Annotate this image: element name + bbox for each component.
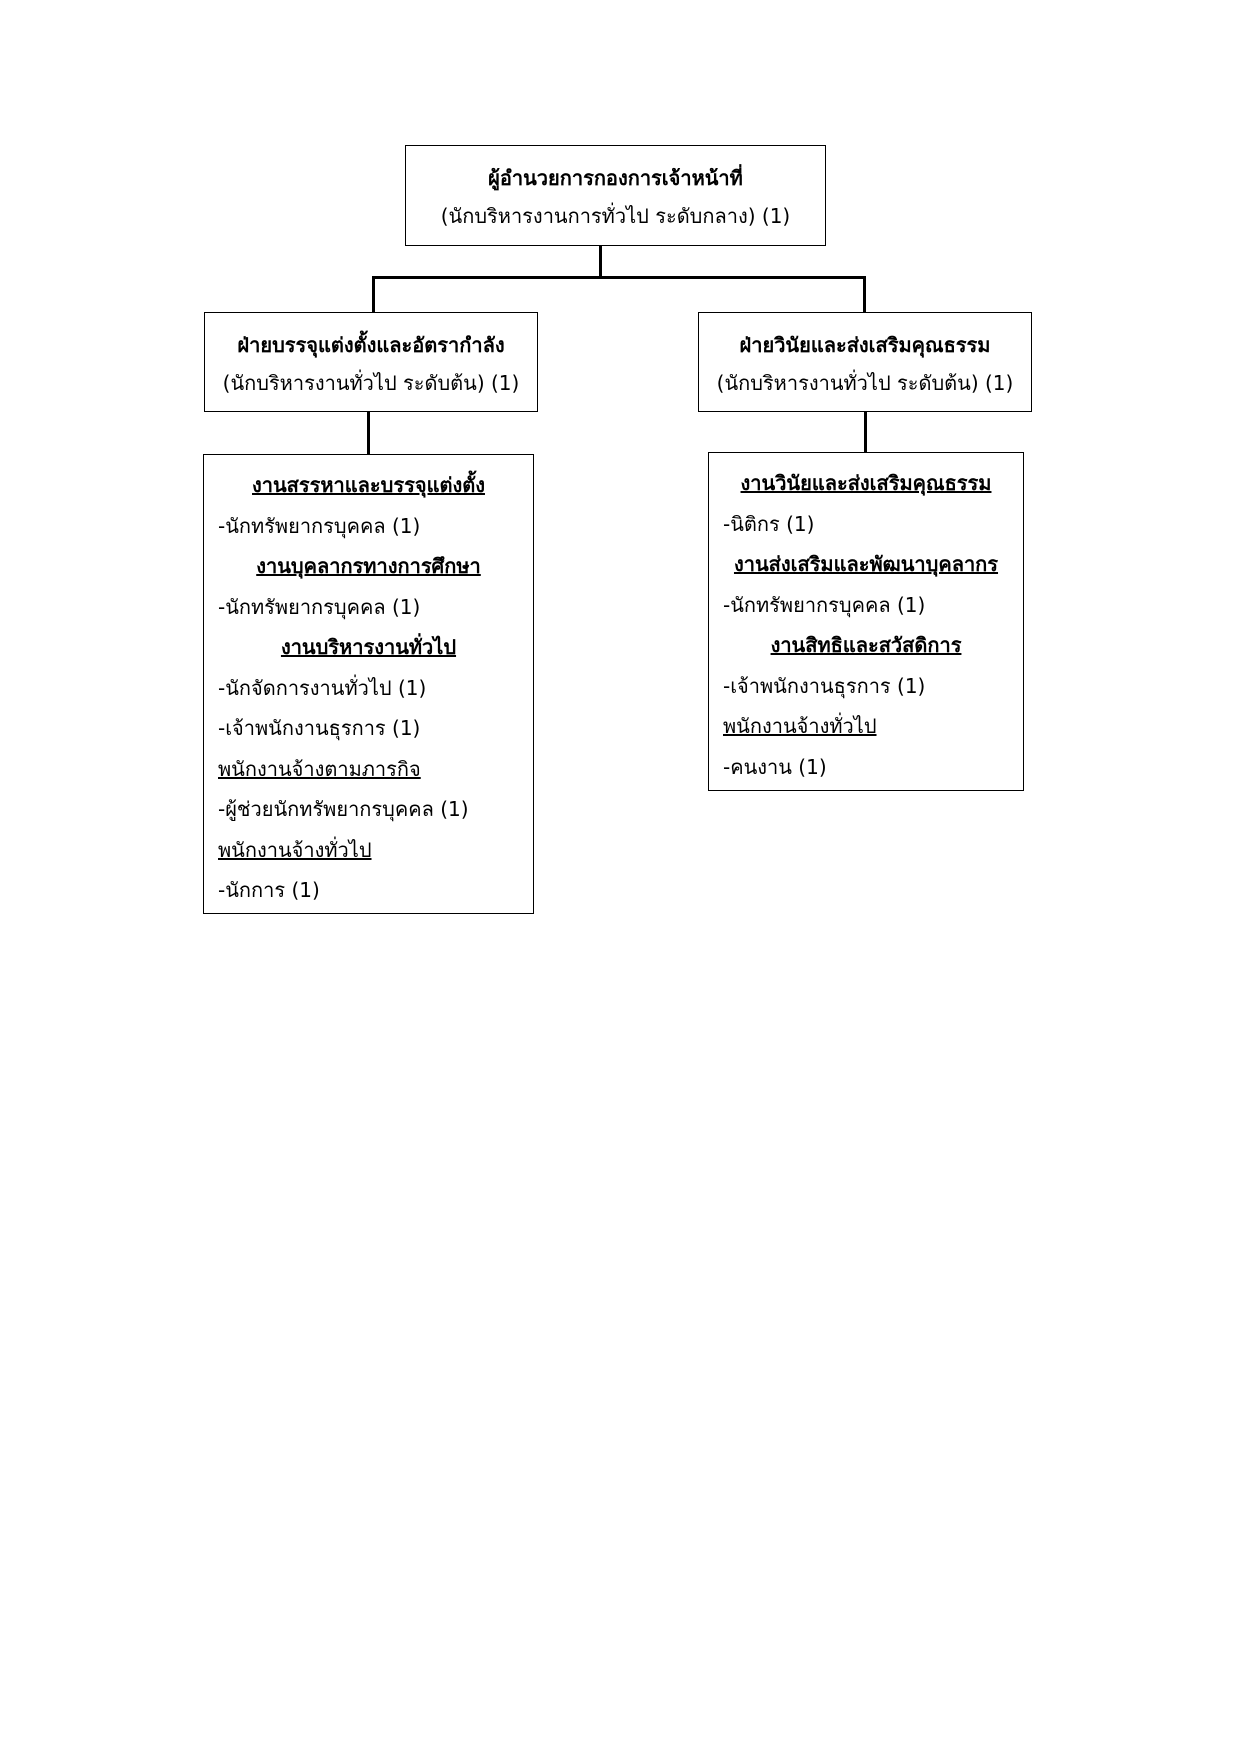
- left-section-box: [203, 454, 534, 914]
- connector-horizontal: [372, 276, 866, 279]
- right-staff-group-label: พนักงานจ้างทั่วไป: [723, 714, 877, 738]
- left-division-title: ฝ่ายบรรจุแต่งตั้งและอัตรากำลัง: [237, 333, 505, 357]
- left-section-heading: งานบุคลากรทางการศึกษา: [256, 554, 481, 578]
- right-section-box: [708, 452, 1024, 791]
- left-staff-group-label: พนักงานจ้างทั่วไป: [218, 837, 372, 862]
- connector-top-down: [599, 246, 602, 278]
- right-position-item: -เจ้าพนักงานธุรการ (1): [723, 673, 926, 698]
- connector-left-down: [367, 412, 370, 454]
- left-position-item: -ผู้ช่วยนักทรัพยากรบุคคล (1): [218, 797, 469, 821]
- right-position-item: -นิติกร (1): [723, 511, 815, 536]
- left-position-item: -นักทรัพยากรบุคคล (1): [218, 594, 421, 619]
- right-division-subtitle: (นักบริหารงานทั่วไป ระดับต้น) (1): [716, 371, 1014, 395]
- left-section-heading: งานสรรหาและบรรจุแต่งตั้ง: [252, 473, 485, 497]
- right-division-box: [698, 312, 1032, 412]
- director-box: [405, 145, 826, 246]
- right-position-item: -นักทรัพยากรบุคคล (1): [723, 592, 926, 617]
- left-position-item: -นักจัดการงานทั่วไป (1): [218, 675, 427, 700]
- right-section-heading: งานสิทธิและสวัสดิการ: [770, 633, 962, 657]
- right-division-title: ฝ่ายวินัยและส่งเสริมคุณธรรม: [739, 333, 991, 357]
- left-position-item: -นักการ (1): [218, 878, 320, 902]
- left-staff-group-label: พนักงานจ้างตามภารกิจ: [218, 756, 421, 781]
- left-section-heading: งานบริหารงานทั่วไป: [280, 635, 457, 659]
- connector-left-drop: [372, 276, 375, 312]
- left-position-item: -นักทรัพยากรบุคคล (1): [218, 513, 421, 538]
- left-division-subtitle: (นักบริหารงานทั่วไป ระดับต้น) (1): [222, 371, 520, 395]
- right-position-item: -คนงาน (1): [723, 754, 827, 779]
- connector-right-down: [864, 412, 867, 452]
- connector-right-drop: [863, 276, 866, 312]
- director-subtitle: (นักบริหารงานการทั่วไป ระดับกลาง) (1): [440, 204, 791, 228]
- right-section-heading: งานส่งเสริมและพัฒนาบุคลากร: [733, 552, 999, 576]
- right-section-heading: งานวินัยและส่งเสริมคุณธรรม: [740, 471, 992, 495]
- left-position-item: -เจ้าพนักงานธุรการ (1): [218, 716, 421, 740]
- left-division-box: [204, 312, 538, 412]
- director-title: ผู้อำนวยการกองการเจ้าหน้าที่: [488, 166, 743, 190]
